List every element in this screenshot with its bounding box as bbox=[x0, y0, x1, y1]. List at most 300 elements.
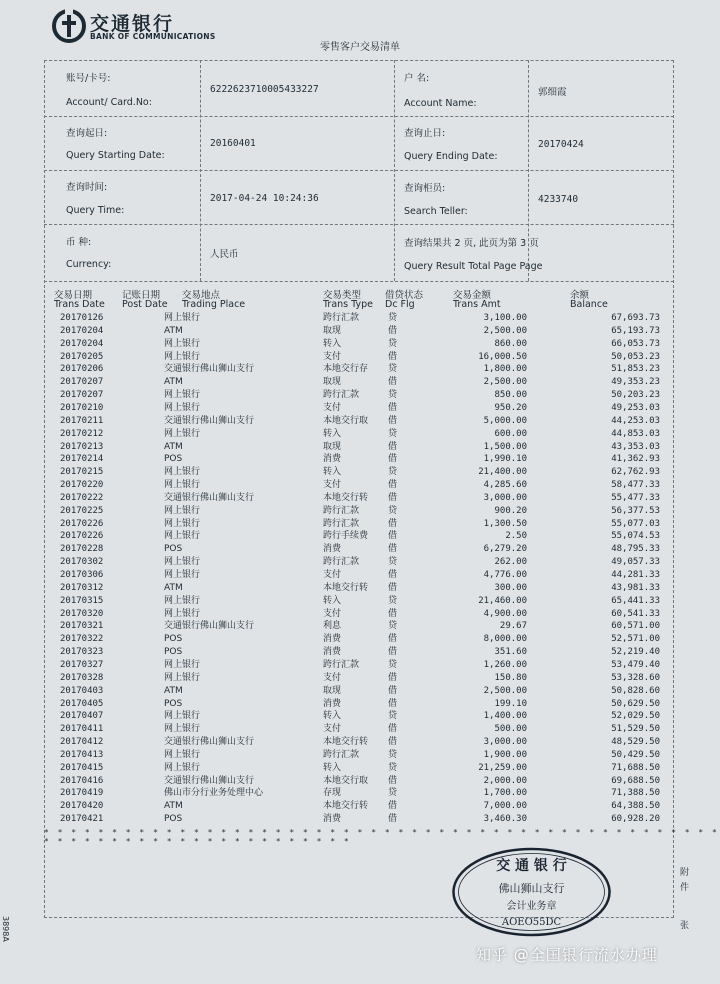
table-row bbox=[0, 750, 720, 762]
cell-trans-date: 20170322 bbox=[60, 634, 104, 645]
col-flag-en: Dc Flg bbox=[385, 299, 415, 310]
cell-trans-type: 跨行汇款 bbox=[323, 390, 360, 401]
table-row bbox=[0, 711, 720, 723]
divider bbox=[200, 60, 201, 281]
table-row bbox=[0, 647, 720, 659]
cell-trading-place: 网上银行 bbox=[164, 659, 201, 670]
cell-trans-date: 20170207 bbox=[60, 377, 104, 388]
cell-trans-amount: 850.00 bbox=[494, 390, 527, 401]
cell-trans-amount: 1,300.50 bbox=[483, 518, 527, 529]
document-title: 零售客户交易清单 bbox=[320, 42, 400, 53]
cell-trading-place: 网上银行 bbox=[164, 531, 201, 542]
cell-trans-type: 消费 bbox=[323, 647, 342, 658]
cell-trans-date: 20170411 bbox=[60, 724, 104, 735]
cell-trading-place: 网上银行 bbox=[164, 402, 201, 413]
query-time-value: 2017-04-24 10:24:36 bbox=[210, 193, 319, 204]
cell-balance: 65,193.73 bbox=[611, 325, 660, 336]
table-row bbox=[0, 416, 720, 428]
cell-dc-flag: 借 bbox=[388, 402, 398, 413]
cell-dc-flag: 贷 bbox=[388, 788, 398, 799]
attachment-label-1: 附 bbox=[680, 868, 690, 878]
cell-trans-amount: 21,400.00 bbox=[478, 467, 527, 478]
cell-trans-amount: 4,285.60 bbox=[483, 480, 527, 491]
cell-trading-place: 网上银行 bbox=[164, 749, 201, 760]
cell-balance: 50,429.50 bbox=[611, 749, 660, 760]
cell-trading-place: ATM bbox=[164, 685, 183, 696]
cell-balance: 71,388.50 bbox=[611, 788, 660, 799]
cell-balance: 49,353.23 bbox=[611, 377, 660, 388]
cell-trans-type: 支付 bbox=[323, 480, 342, 491]
col-balance-en: Balance bbox=[570, 299, 608, 310]
cell-trans-date: 20170403 bbox=[60, 685, 104, 696]
cell-trading-place: 网上银行 bbox=[164, 557, 201, 568]
cell-balance: 49,253.03 bbox=[611, 402, 660, 413]
cell-trans-type: 支付 bbox=[323, 672, 342, 683]
cell-balance: 50,629.50 bbox=[611, 698, 660, 709]
cell-trans-type: 支付 bbox=[323, 351, 342, 362]
cell-dc-flag: 借 bbox=[388, 634, 398, 645]
cell-balance: 50,203.23 bbox=[611, 390, 660, 401]
currency-label-en: Currency: bbox=[66, 259, 112, 270]
cell-trans-date: 20170419 bbox=[60, 788, 104, 799]
cell-balance: 44,853.03 bbox=[611, 428, 660, 439]
cell-trans-date: 20170207 bbox=[60, 390, 104, 401]
col-amount-cn: 交易金额 bbox=[453, 290, 492, 301]
cell-trans-amount: 150.80 bbox=[494, 672, 527, 683]
cell-trans-type: 支付 bbox=[323, 724, 342, 735]
currency-label-cn: 币 种: bbox=[66, 237, 92, 248]
table-row bbox=[0, 352, 720, 364]
cell-trans-date: 20170412 bbox=[60, 737, 104, 748]
cell-trans-date: 20170205 bbox=[60, 351, 104, 362]
table-row bbox=[0, 364, 720, 376]
cell-dc-flag: 借 bbox=[388, 801, 398, 812]
table-row bbox=[0, 403, 720, 415]
cell-trans-amount: 29.67 bbox=[499, 621, 527, 632]
cell-trading-place: 网上银行 bbox=[164, 390, 201, 401]
cell-trans-amount: 1,700.00 bbox=[483, 788, 527, 799]
cell-trans-date: 20170228 bbox=[60, 544, 104, 555]
cell-trans-amount: 1,900.00 bbox=[483, 749, 527, 760]
cell-balance: 48,795.33 bbox=[611, 544, 660, 555]
cell-trans-amount: 7,000.00 bbox=[483, 801, 527, 812]
col-trans-date-en: Trans Date bbox=[54, 299, 105, 310]
table-row bbox=[0, 634, 720, 646]
cell-trans-date: 20170323 bbox=[60, 647, 104, 658]
cell-trans-amount: 3,460.30 bbox=[483, 814, 527, 825]
cell-balance: 51,853.23 bbox=[611, 364, 660, 375]
cell-trans-amount: 16,000.50 bbox=[478, 351, 527, 362]
result-pages-cn: 查询结果共 2 页, 此页为第 3 页 bbox=[404, 238, 539, 249]
cell-trans-type: 取现 bbox=[323, 441, 342, 452]
cell-trans-amount: 3,000.00 bbox=[483, 492, 527, 503]
table-row bbox=[0, 814, 720, 826]
cell-trans-type: 跨行汇款 bbox=[323, 505, 360, 516]
cell-trans-type: 消费 bbox=[323, 454, 342, 465]
table-row bbox=[0, 429, 720, 441]
name-label-en: Account Name: bbox=[404, 98, 477, 109]
divider bbox=[394, 60, 395, 281]
cell-trading-place: POS bbox=[164, 634, 183, 645]
cell-balance: 67,693.73 bbox=[611, 313, 660, 323]
cell-trans-amount: 2,500.00 bbox=[483, 685, 527, 696]
cell-trading-place: 网上银行 bbox=[164, 762, 201, 773]
name-label-cn: 户 名: bbox=[404, 73, 430, 84]
account-label-en: Account/ Card.No: bbox=[66, 97, 152, 108]
cell-trans-type: 支付 bbox=[323, 402, 342, 413]
cell-dc-flag: 借 bbox=[388, 647, 398, 658]
cell-trading-place: 交通银行佛山狮山支行 bbox=[164, 775, 255, 786]
cell-trans-type: 跨行汇款 bbox=[323, 313, 360, 323]
table-row bbox=[0, 480, 720, 492]
cell-trans-date: 20170226 bbox=[60, 518, 104, 529]
table-row bbox=[0, 596, 720, 608]
cell-trans-date: 20170212 bbox=[60, 428, 104, 439]
query-time-label-cn: 查询时间: bbox=[66, 182, 108, 193]
cell-balance: 44,253.03 bbox=[611, 415, 660, 426]
cell-dc-flag: 借 bbox=[388, 441, 398, 452]
col-place-cn: 交易地点 bbox=[182, 290, 221, 301]
cell-trading-place: POS bbox=[164, 544, 183, 555]
cell-trading-place: 交通银行佛山狮山支行 bbox=[164, 621, 255, 632]
cell-trading-place: ATM bbox=[164, 582, 183, 593]
divider bbox=[44, 116, 674, 117]
col-amount-en: Trans Amt bbox=[453, 299, 501, 310]
col-flag-cn: 借贷状态 bbox=[385, 290, 424, 301]
table-row bbox=[0, 570, 720, 582]
cell-trans-date: 20170321 bbox=[60, 621, 104, 632]
cell-trans-date: 20170415 bbox=[60, 762, 104, 773]
table-row bbox=[0, 673, 720, 685]
cell-trading-place: 网上银行 bbox=[164, 480, 201, 491]
cell-trans-type: 转入 bbox=[323, 428, 342, 439]
end-date-value: 20170424 bbox=[538, 139, 584, 150]
cell-balance: 52,219.40 bbox=[611, 647, 660, 658]
cell-balance: 69,688.50 bbox=[611, 775, 660, 786]
zhihu-watermark: 知乎 @全国银行流水办理 bbox=[476, 946, 658, 964]
cell-dc-flag: 借 bbox=[388, 737, 398, 748]
table-row bbox=[0, 788, 720, 800]
cell-dc-flag: 贷 bbox=[388, 313, 398, 323]
cell-trans-date: 20170206 bbox=[60, 364, 104, 375]
cell-balance: 43,353.03 bbox=[611, 441, 660, 452]
cell-dc-flag: 借 bbox=[388, 724, 398, 735]
cell-trading-place: 交通银行佛山狮山支行 bbox=[164, 415, 255, 426]
cell-trans-type: 转入 bbox=[323, 467, 342, 478]
col-balance-cn: 余额 bbox=[570, 290, 590, 301]
cell-trans-type: 消费 bbox=[323, 698, 342, 709]
table-row bbox=[0, 339, 720, 351]
cell-trading-place: 网上银行 bbox=[164, 338, 201, 349]
cell-balance: 60,541.33 bbox=[611, 608, 660, 619]
cell-trans-type: 取现 bbox=[323, 325, 342, 336]
cell-trans-amount: 1,800.00 bbox=[483, 364, 527, 375]
attachment-label-3: 张 bbox=[680, 921, 690, 931]
cell-trans-date: 20170211 bbox=[60, 415, 104, 426]
cell-trans-date: 20170222 bbox=[60, 492, 104, 503]
col-trans-date-cn: 交易日期 bbox=[54, 290, 93, 301]
cell-trans-amount: 300.00 bbox=[494, 582, 527, 593]
table-row bbox=[0, 609, 720, 621]
cell-trading-place: 网上银行 bbox=[164, 467, 201, 478]
cell-dc-flag: 借 bbox=[388, 454, 398, 465]
cell-dc-flag: 借 bbox=[388, 415, 398, 426]
stamp-purpose: 会计业务章 bbox=[506, 901, 557, 912]
cell-trans-date: 20170405 bbox=[60, 698, 104, 709]
cell-trans-amount: 21,259.00 bbox=[478, 762, 527, 773]
cell-dc-flag: 贷 bbox=[388, 338, 398, 349]
cell-balance: 44,281.33 bbox=[611, 570, 660, 580]
cell-trans-date: 20170210 bbox=[60, 402, 104, 413]
start-date-label-en: Query Starting Date: bbox=[66, 150, 165, 161]
cell-dc-flag: 借 bbox=[388, 685, 398, 696]
cell-trans-type: 利息 bbox=[323, 621, 342, 632]
cell-trans-date: 20170204 bbox=[60, 338, 104, 349]
cell-trans-amount: 262.00 bbox=[494, 557, 527, 568]
teller-label-en: Search Teller: bbox=[404, 206, 468, 217]
cell-trading-place: POS bbox=[164, 647, 183, 658]
cell-trans-date: 20170420 bbox=[60, 801, 104, 812]
table-row bbox=[0, 776, 720, 788]
cell-trading-place: 交通银行佛山狮山支行 bbox=[164, 364, 255, 375]
cell-trading-place: 网上银行 bbox=[164, 505, 201, 516]
cell-dc-flag: 贷 bbox=[388, 762, 398, 773]
cell-trading-place: 网上银行 bbox=[164, 724, 201, 735]
cell-dc-flag: 借 bbox=[388, 608, 398, 619]
cell-dc-flag: 借 bbox=[388, 544, 398, 555]
cell-balance: 55,477.33 bbox=[611, 492, 660, 503]
cell-trading-place: ATM bbox=[164, 325, 183, 336]
cell-trans-date: 20170204 bbox=[60, 325, 104, 336]
cell-trans-amount: 8,000.00 bbox=[483, 634, 527, 645]
table-row bbox=[0, 313, 720, 325]
cell-trans-amount: 900.20 bbox=[494, 505, 527, 516]
cell-dc-flag: 贷 bbox=[388, 711, 398, 722]
cell-trans-type: 转入 bbox=[323, 711, 342, 722]
cell-balance: 53,479.40 bbox=[611, 659, 660, 670]
cell-trans-date: 20170421 bbox=[60, 814, 104, 825]
cell-balance: 64,388.50 bbox=[611, 801, 660, 812]
cell-trans-amount: 6,279.20 bbox=[483, 544, 527, 555]
table-row bbox=[0, 583, 720, 595]
cell-balance: 50,053.23 bbox=[611, 351, 660, 362]
divider bbox=[44, 224, 674, 225]
cell-balance: 50,828.60 bbox=[611, 685, 660, 696]
table-row bbox=[0, 377, 720, 389]
cell-trading-place: ATM bbox=[164, 441, 183, 452]
cell-trading-place: 网上银行 bbox=[164, 672, 201, 683]
cell-trans-amount: 4,900.00 bbox=[483, 608, 527, 619]
cell-trans-amount: 2,000.00 bbox=[483, 775, 527, 786]
bank-name-cn: 交通银行 bbox=[90, 13, 175, 35]
cell-balance: 49,057.33 bbox=[611, 557, 660, 568]
table-row bbox=[0, 506, 720, 518]
cell-balance: 65,441.33 bbox=[611, 595, 660, 606]
cell-trans-type: 跨行汇款 bbox=[323, 659, 360, 670]
cell-trans-type: 跨行汇款 bbox=[323, 749, 360, 760]
cell-trans-type: 跨行汇款 bbox=[323, 518, 360, 529]
end-date-label-cn: 查询止日: bbox=[404, 128, 446, 139]
divider bbox=[44, 281, 674, 282]
cell-trans-type: 转入 bbox=[323, 338, 342, 349]
cell-trading-place: POS bbox=[164, 698, 183, 709]
cell-dc-flag: 贷 bbox=[388, 505, 398, 516]
cell-dc-flag: 贷 bbox=[388, 621, 398, 632]
table-row bbox=[0, 660, 720, 672]
cell-balance: 60,928.20 bbox=[611, 814, 660, 825]
col-post-date-cn: 记账日期 bbox=[122, 290, 161, 301]
cell-balance: 52,029.50 bbox=[611, 711, 660, 722]
cell-dc-flag: 贷 bbox=[388, 557, 398, 568]
cell-dc-flag: 借 bbox=[388, 775, 398, 786]
start-date-label-cn: 查询起日: bbox=[66, 128, 108, 139]
cell-dc-flag: 借 bbox=[388, 814, 398, 825]
cell-trading-place: 交通银行佛山狮山支行 bbox=[164, 737, 255, 748]
cell-trading-place: ATM bbox=[164, 801, 183, 812]
cell-trading-place: 交通银行佛山狮山支行 bbox=[164, 492, 255, 503]
cell-dc-flag: 贷 bbox=[388, 390, 398, 401]
attachment-label-2: 件 bbox=[680, 883, 690, 893]
table-row bbox=[0, 493, 720, 505]
table-row bbox=[0, 763, 720, 775]
cell-dc-flag: 贷 bbox=[388, 428, 398, 439]
table-row bbox=[0, 544, 720, 556]
cell-trading-place: POS bbox=[164, 814, 183, 825]
cell-trans-amount: 950.20 bbox=[494, 402, 527, 413]
cell-trans-date: 20170327 bbox=[60, 659, 104, 670]
cell-trans-type: 本地交行转 bbox=[323, 801, 369, 812]
cell-dc-flag: 贷 bbox=[388, 364, 398, 375]
cell-balance: 55,077.03 bbox=[611, 518, 660, 529]
cell-balance: 52,571.00 bbox=[611, 634, 660, 645]
cell-dc-flag: 借 bbox=[388, 492, 398, 503]
divider bbox=[44, 170, 674, 171]
cell-trading-place: ATM bbox=[164, 377, 183, 388]
cell-trans-amount: 860.00 bbox=[494, 338, 527, 349]
cell-balance: 51,529.50 bbox=[611, 724, 660, 735]
table-row bbox=[0, 621, 720, 633]
cell-trans-amount: 4,776.00 bbox=[483, 570, 527, 580]
cell-trans-type: 消费 bbox=[323, 634, 342, 645]
cell-trading-place: 佛山市分行业务处理中心 bbox=[164, 788, 264, 799]
cell-trading-place: 网上银行 bbox=[164, 351, 201, 362]
cell-trading-place: POS bbox=[164, 454, 183, 465]
cell-trans-amount: 21,460.00 bbox=[478, 595, 527, 606]
cell-trans-date: 20170226 bbox=[60, 531, 104, 542]
result-pages-en: Query Result Total Page Page bbox=[404, 261, 543, 272]
cell-trans-date: 20170213 bbox=[60, 441, 104, 452]
cell-trans-type: 存现 bbox=[323, 788, 342, 799]
table-row bbox=[0, 326, 720, 338]
cell-trading-place: 网上银行 bbox=[164, 518, 201, 529]
stamp-top-text: 交 通 银 行 bbox=[496, 858, 567, 874]
end-date-label-en: Query Ending Date: bbox=[404, 151, 498, 162]
cell-dc-flag: 借 bbox=[388, 377, 398, 388]
cell-trans-amount: 2,500.00 bbox=[483, 377, 527, 388]
cell-trans-type: 转入 bbox=[323, 762, 342, 773]
cell-dc-flag: 借 bbox=[388, 531, 398, 542]
cell-trans-date: 20170215 bbox=[60, 467, 104, 478]
cell-trans-amount: 500.00 bbox=[494, 724, 527, 735]
cell-trans-amount: 3,100.00 bbox=[483, 313, 527, 323]
cell-trading-place: 网上银行 bbox=[164, 428, 201, 439]
cell-trans-type: 消费 bbox=[323, 814, 342, 825]
table-row bbox=[0, 390, 720, 402]
cell-trading-place: 网上银行 bbox=[164, 711, 201, 722]
col-place-en: Trading Place bbox=[182, 299, 246, 310]
stamp-code: AOEO55DC bbox=[501, 917, 562, 928]
cell-trans-date: 20170126 bbox=[60, 313, 104, 323]
stamp-branch: 佛山狮山支行 bbox=[498, 882, 565, 895]
cell-dc-flag: 借 bbox=[388, 582, 398, 593]
cell-trans-date: 20170328 bbox=[60, 672, 104, 683]
cell-trans-date: 20170312 bbox=[60, 582, 104, 593]
table-row bbox=[0, 801, 720, 813]
cell-trans-amount: 351.60 bbox=[494, 647, 527, 658]
cell-trans-amount: 1,500.00 bbox=[483, 441, 527, 452]
table-row bbox=[0, 467, 720, 479]
cell-trans-amount: 5,000.00 bbox=[483, 415, 527, 426]
cell-trans-type: 本地交行取 bbox=[323, 415, 369, 426]
cell-balance: 43,981.33 bbox=[611, 582, 660, 593]
table-row bbox=[0, 454, 720, 466]
cell-trans-type: 跨行手续费 bbox=[323, 531, 369, 542]
cell-trans-date: 20170416 bbox=[60, 775, 104, 786]
cell-trans-date: 20170214 bbox=[60, 454, 104, 465]
cell-trans-type: 转入 bbox=[323, 595, 342, 606]
cell-dc-flag: 借 bbox=[388, 698, 398, 709]
cell-dc-flag: 贷 bbox=[388, 749, 398, 760]
table-row bbox=[0, 737, 720, 749]
col-type-en: Trans Type bbox=[323, 299, 373, 310]
cell-trans-type: 支付 bbox=[323, 608, 342, 619]
col-post-date-en: Post Date bbox=[122, 299, 168, 310]
cell-trans-type: 本地交行取 bbox=[323, 775, 369, 786]
cell-dc-flag: 贷 bbox=[388, 659, 398, 670]
cell-trans-date: 20170320 bbox=[60, 608, 104, 619]
bank-name-en: BANK OF COMMUNICATIONS bbox=[90, 32, 216, 41]
account-name: 郭细霞 bbox=[538, 87, 567, 98]
cell-trans-amount: 2.50 bbox=[505, 531, 527, 542]
cell-trans-date: 20170315 bbox=[60, 595, 104, 606]
cell-balance: 41,362.93 bbox=[611, 454, 660, 465]
teller-value: 4233740 bbox=[538, 194, 579, 205]
cell-balance: 71,688.50 bbox=[611, 762, 660, 773]
col-type-cn: 交易类型 bbox=[323, 290, 362, 301]
cell-trans-amount: 1,990.10 bbox=[483, 454, 527, 465]
cell-trading-place: 网上银行 bbox=[164, 608, 201, 619]
cell-dc-flag: 借 bbox=[388, 570, 398, 580]
cell-trans-type: 本地交行存 bbox=[323, 364, 369, 375]
query-time-label-en: Query Time: bbox=[66, 205, 125, 216]
cell-trans-type: 取现 bbox=[323, 377, 342, 388]
table-row bbox=[0, 724, 720, 736]
account-label-cn: 账号/卡号: bbox=[66, 73, 111, 84]
table-row bbox=[0, 699, 720, 711]
cell-dc-flag: 贷 bbox=[388, 595, 398, 606]
bank-seal-stamp bbox=[451, 846, 612, 938]
teller-label-cn: 查询柜员: bbox=[404, 183, 446, 194]
cell-dc-flag: 借 bbox=[388, 672, 398, 683]
cell-trading-place: 网上银行 bbox=[164, 595, 201, 606]
cell-trans-amount: 2,500.00 bbox=[483, 325, 527, 336]
table-row bbox=[0, 442, 720, 454]
cell-trans-type: 本地交行转 bbox=[323, 492, 369, 503]
cell-trans-type: 跨行汇款 bbox=[323, 557, 360, 568]
cell-trans-amount: 199.10 bbox=[494, 698, 527, 709]
cell-balance: 53,328.60 bbox=[611, 672, 660, 683]
table-row bbox=[0, 531, 720, 543]
